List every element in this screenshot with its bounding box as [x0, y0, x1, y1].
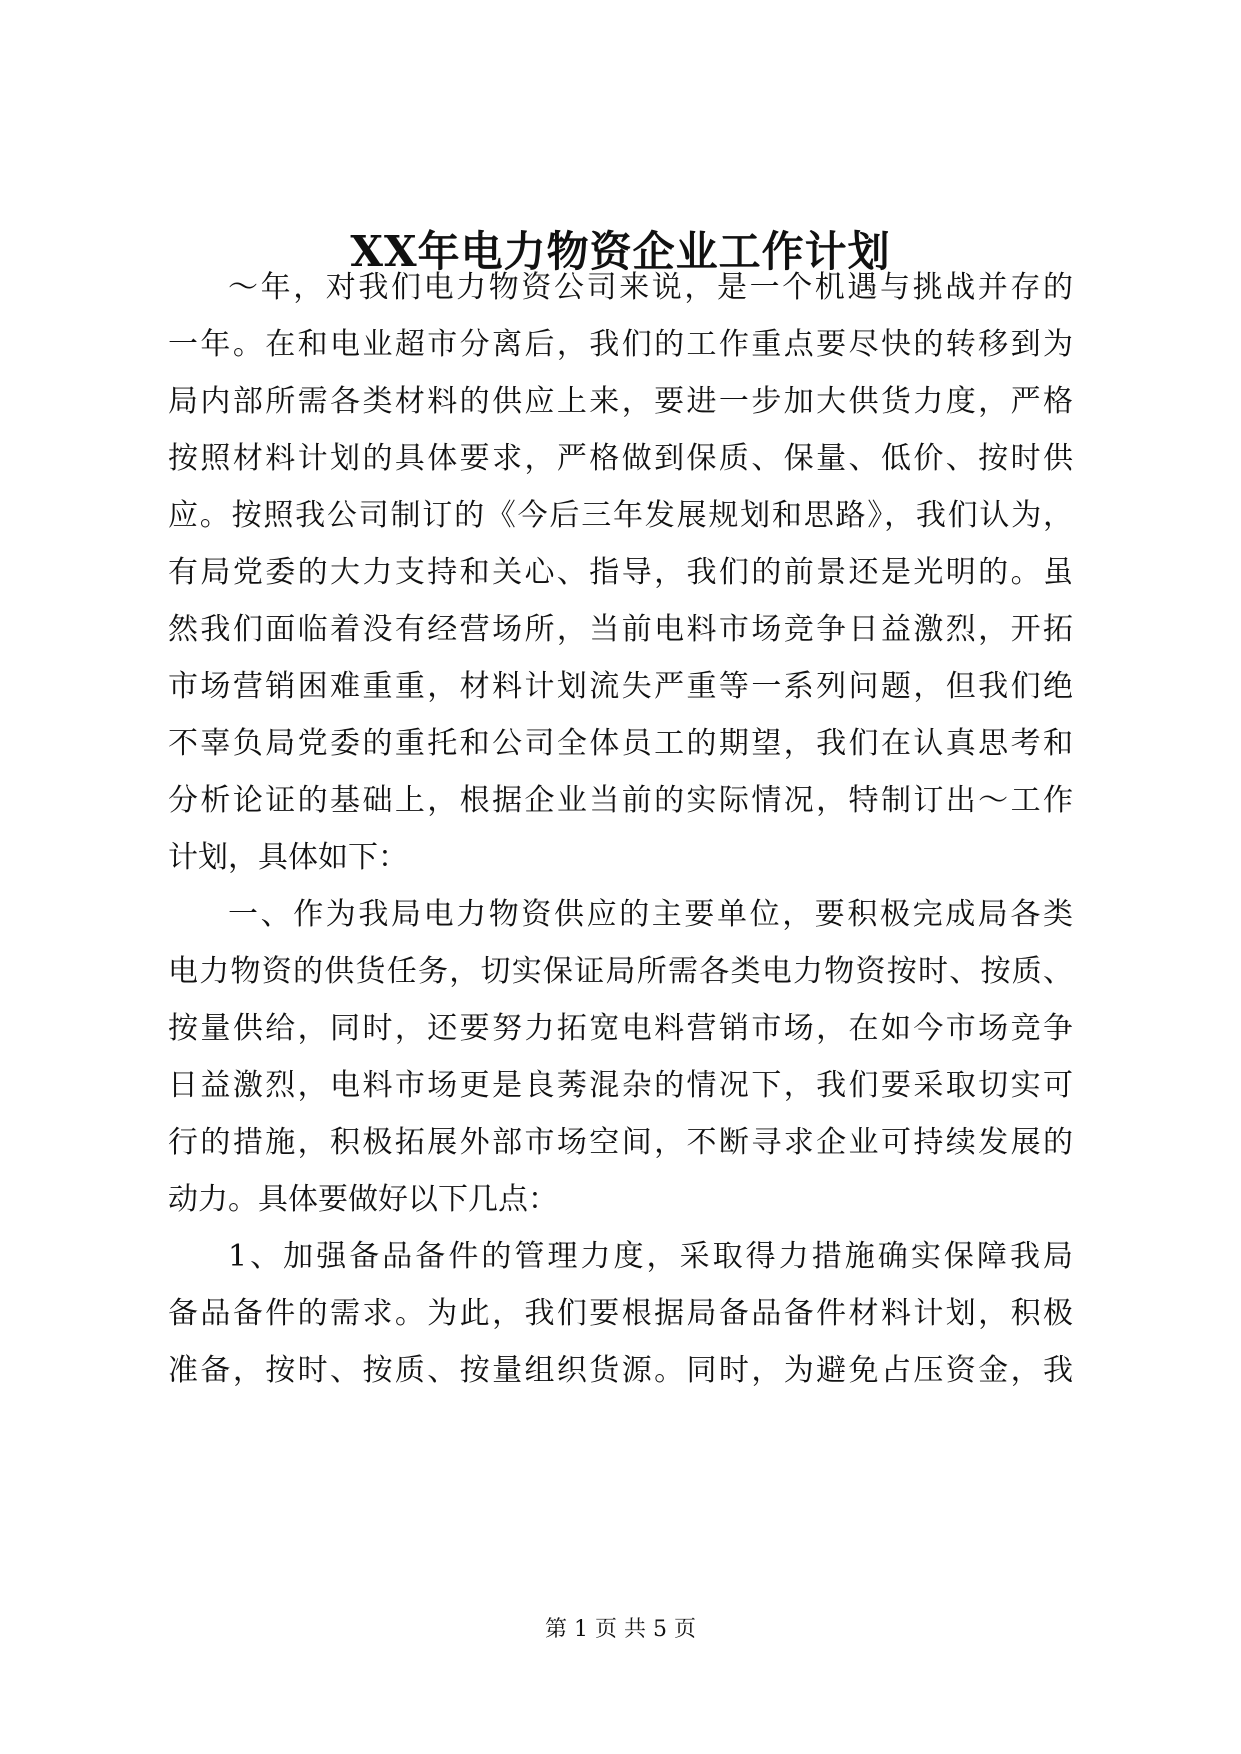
paragraph-line: 动力。具体要做好以下几点：: [168, 1182, 558, 1217]
paragraph-line: 准备，按时、按质、按量组织货源。同时，为避免占压资金，我: [168, 1353, 1073, 1388]
paragraph-line: 然我们面临着没有经营场所，当前电料市场竞争日益激烈，开拓: [168, 612, 1073, 647]
paragraph-line: 有局党委的大力支持和关心、指导，我们的前景还是光明的。虽: [168, 555, 1073, 590]
paragraph-line: 电力物资的供货任务，切实保证局所需各类电力物资按时、按质、: [168, 954, 1073, 989]
page-footer: 第 1 页 共 5 页: [545, 1617, 696, 1642]
paragraph-line: 一、作为我局电力物资供应的主要单位，要积极完成局各类: [228, 897, 1073, 932]
document-title: XX年电力物资企业工作计划: [350, 227, 891, 276]
paragraph-line: 按量供给，同时，还要努力拓宽电料营销市场，在如今市场竞争: [168, 1011, 1073, 1046]
paragraph-line: 行的措施，积极拓展外部市场空间，不断寻求企业可持续发展的: [168, 1125, 1073, 1160]
paragraph-line: 1、加强备品备件的管理力度，采取得力措施确实保障我局: [228, 1239, 1073, 1274]
paragraph-line: 一年。在和电业超市分离后，我们的工作重点要尽快的转移到为: [168, 327, 1073, 362]
paragraph-line: 不辜负局党委的重托和公司全体员工的期望，我们在认真思考和: [168, 726, 1073, 761]
paragraph-line: 备品备件的需求。为此，我们要根据局备品备件材料计划，积极: [168, 1296, 1073, 1331]
paragraph-line: 日益激烈，电料市场更是良莠混杂的情况下，我们要采取切实可: [168, 1068, 1073, 1103]
paragraph-line: 计划，具体如下：: [168, 840, 408, 875]
paragraph-line: 分析论证的基础上，根据企业当前的实际情况，特制订出～工作: [168, 783, 1073, 818]
paragraph-line: 局内部所需各类材料的供应上来，要进一步加大供货力度，严格: [168, 384, 1073, 419]
paragraph-line: 应。按照我公司制订的《今后三年发展规划和思路》，我们认为，: [168, 498, 1073, 533]
paragraph-line: ～年，对我们电力物资公司来说，是一个机遇与挑战并存的: [228, 270, 1073, 305]
paragraph-line: 市场营销困难重重，材料计划流失严重等一系列问题，但我们绝: [168, 669, 1073, 704]
paragraph-line: 按照材料计划的具体要求，严格做到保质、保量、低价、按时供: [168, 441, 1073, 476]
